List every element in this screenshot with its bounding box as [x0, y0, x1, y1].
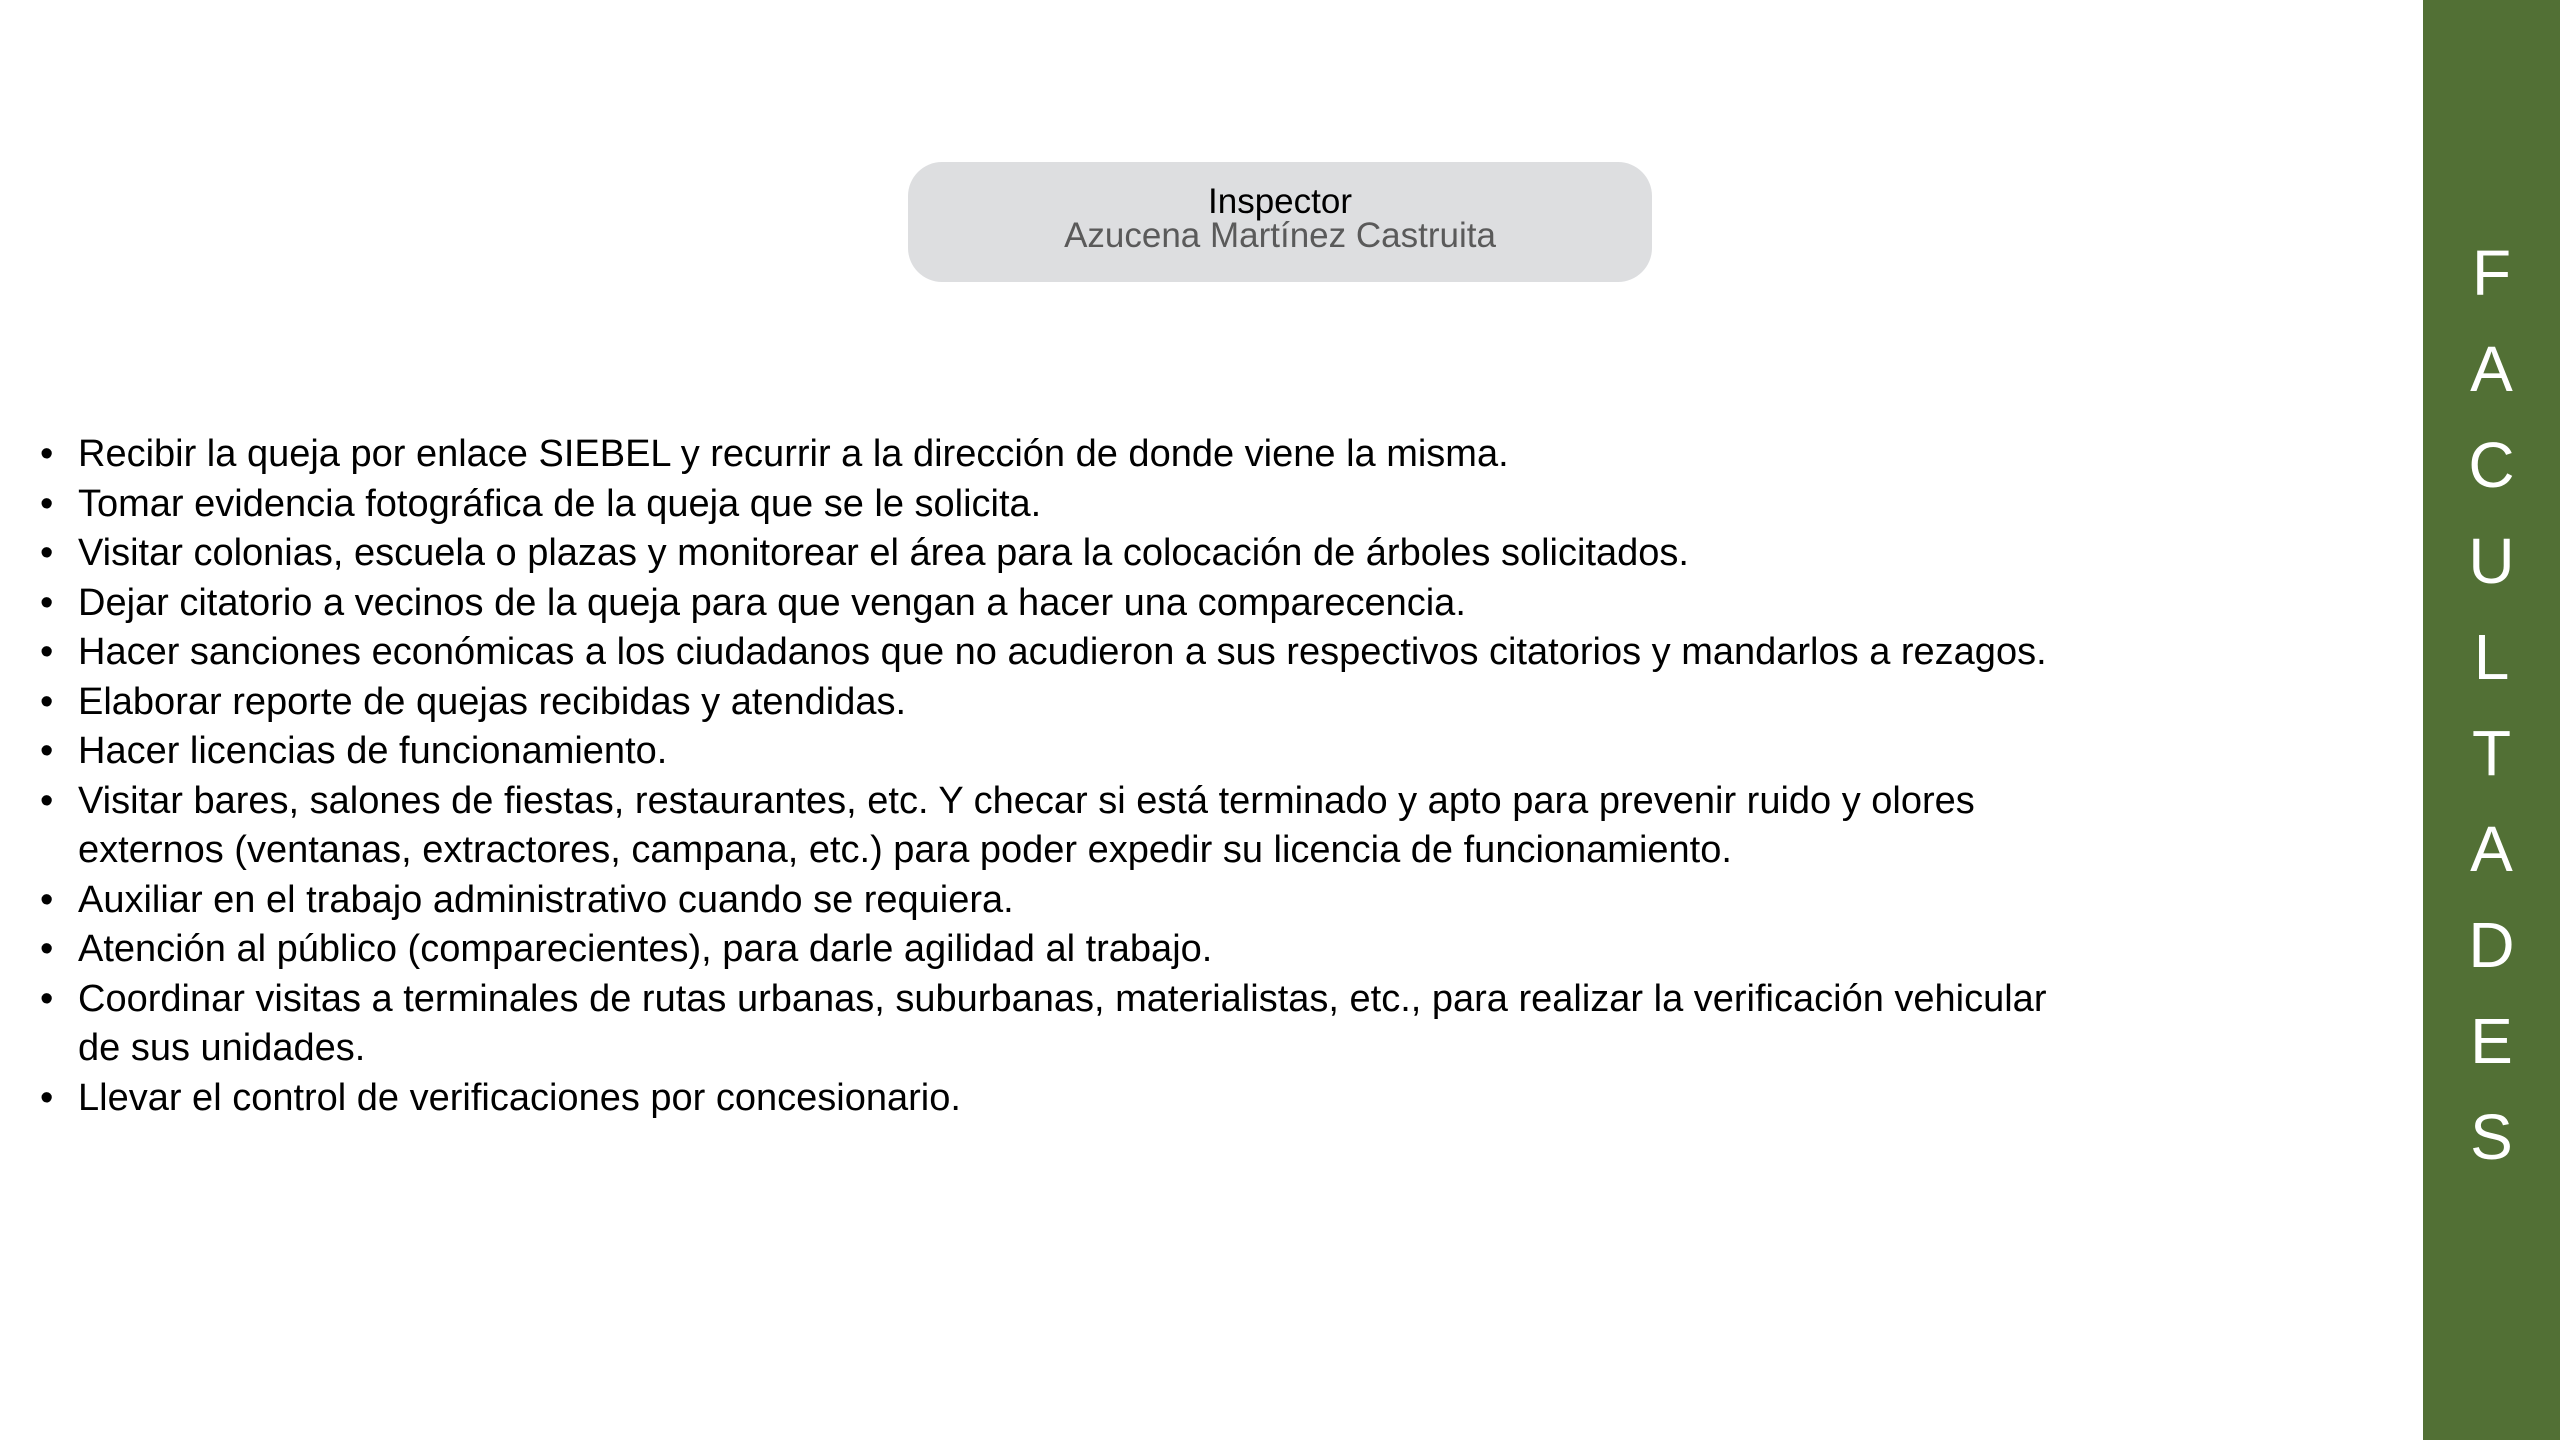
bullet: •	[40, 482, 54, 525]
duty-text: Llevar el control de verificaciones por concesionario.	[78, 1076, 961, 1119]
side-letter: C	[2468, 429, 2515, 501]
bullet: •	[40, 977, 54, 1020]
side-letter: E	[2470, 1005, 2513, 1077]
role-name: Azucena Martínez Castruita	[1064, 216, 1496, 255]
duty-item	[40, 1074, 2240, 1124]
duty-item	[40, 777, 2240, 876]
duty-text: Dejar citatorio a vecinos de la queja para que vengan a hacer una comparecencia.	[78, 581, 1466, 624]
side-letter: S	[2470, 1101, 2513, 1173]
side-letter: D	[2468, 909, 2515, 981]
side-band	[2423, 0, 2560, 1440]
duty-item	[40, 628, 2240, 678]
duty-text: Tomar evidencia fotográfica de la queja que se le solicita.	[78, 482, 1042, 525]
side-letter: L	[2473, 621, 2510, 693]
duty-text: Auxiliar en el trabajo administrativo cuando se requiera.	[78, 878, 1014, 921]
side-letter: F	[2471, 237, 2512, 309]
bullet: •	[40, 779, 54, 822]
duty-item	[40, 529, 2240, 579]
duty-text: Elaborar reporte de quejas recibidas y atendidas.	[78, 680, 907, 723]
duty-item	[40, 975, 2240, 1074]
side-label-facultades	[2423, 225, 2560, 1185]
side-letter: U	[2468, 525, 2515, 597]
duty-item	[40, 480, 2240, 530]
duty-text: Hacer licencias de funcionamiento.	[78, 730, 668, 772]
bullet: •	[40, 532, 54, 574]
bullet: •	[40, 878, 54, 921]
side-letter: A	[2470, 333, 2513, 405]
duty-item	[40, 678, 2240, 728]
role-box	[908, 162, 1652, 282]
bullet: •	[40, 631, 54, 673]
duty-text: Recibir la queja por enlace SIEBEL y recurrir a la dirección de donde viene la misma.	[78, 433, 1509, 475]
duty-text: Hacer sanciones económicas a los ciudadanos que no acudieron a sus respectivos citatorios y mandarlos a rezagos.	[78, 631, 2047, 673]
bullet: •	[40, 928, 54, 970]
duty-text: Visitar colonias, escuela o plazas y monitorear el área para la colocación de árboles solicitados.	[78, 532, 1689, 574]
duty-item	[40, 579, 2240, 629]
bullet: •	[40, 581, 54, 624]
duty-text: Visitar bares, salones de fiestas, restaurantes, etc. Y checar si está terminado y apto para prevenir ruido y olores externos (ventanas, extractores, campana, etc.) para poder expedir su licencia de funcionamiento.	[78, 779, 1975, 871]
bullet: •	[40, 680, 54, 723]
bullet: •	[40, 730, 54, 772]
role-title: Inspector	[1208, 182, 1352, 221]
duty-text: Atención al público (comparecientes), para darle agilidad al trabajo.	[78, 928, 1213, 970]
duties-list	[40, 430, 2240, 1123]
duty-text: Coordinar visitas a terminales de rutas urbanas, suburbanas, materialistas, etc., para realizar la verificación vehicular de sus unidades.	[78, 977, 2047, 1069]
side-letter: A	[2470, 813, 2513, 885]
bullet: •	[40, 433, 54, 475]
duty-item	[40, 876, 2240, 926]
duty-item	[40, 727, 2240, 777]
bullet: •	[40, 1076, 54, 1119]
side-letter: T	[2471, 717, 2512, 789]
duty-item	[40, 925, 2240, 975]
duty-item	[40, 430, 2240, 480]
